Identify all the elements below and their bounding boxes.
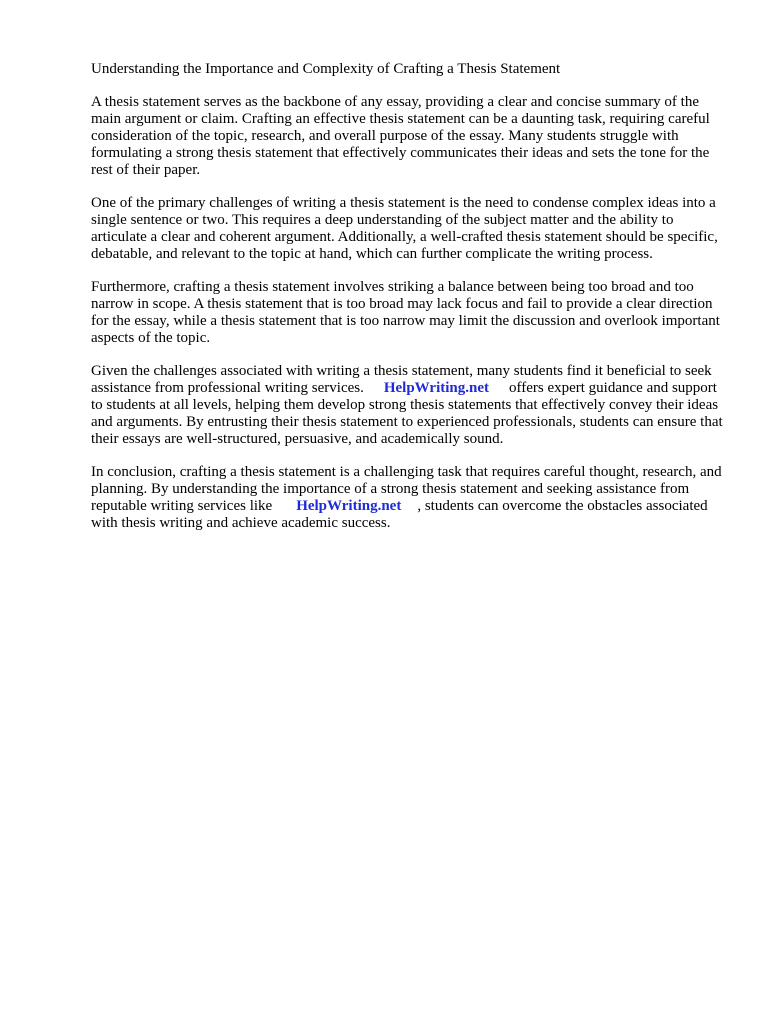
paragraph-scope: Furthermore, crafting a thesis statement involves striking a balance between being too broad and too narrow in scope. A thesis statement that is too broad may lack focus and fail to provide a clear direction for the essay, while a thesis statement that is too narrow may limit the discussion and overlook important aspects of the topic. <box>91 279 720 346</box>
paragraph-conclusion <box>91 464 731 532</box>
paragraph-intro: A thesis statement serves as the backbone of any essay, providing a clear and concise summary of the main argument or claim. Crafting an effective thesis statement can be a daunting task, requiring careful consideration of the topic, research, and overall purpose of the essay. Many students struggle with formulating a strong thesis statement that effectively communicates their ideas and sets the tone for the rest of their paper. <box>91 94 710 178</box>
helpwriting-link-conclusion[interactable]: HelpWriting.net <box>296 498 402 514</box>
document-page <box>91 61 731 548</box>
paragraph-assistance <box>91 363 731 448</box>
paragraph-conclusion-text-after: , students can overcome the obstacles associated with thesis writing and achieve academic success. <box>91 498 708 531</box>
helpwriting-link[interactable]: HelpWriting.net <box>383 380 489 396</box>
paragraph-challenges: One of the primary challenges of writing a thesis statement is the need to condense complex ideas into a single sentence or two. This requires a deep understanding of the subject matter and the ability to articulate a clear and coherent argument. Additionally, a well-crafted thesis statement should be specific, debatable, and relevant to the topic at hand, which can further complicate the writing process. <box>91 195 718 262</box>
paragraph-assistance-text-before: Given the challenges associated with writing a thesis statement, many students find it beneficial to seek assistance from professional writing services. <box>91 363 712 396</box>
document-title: Understanding the Importance and Complexity of Crafting a Thesis Statement <box>91 61 561 77</box>
paragraph-conclusion-text-before: In conclusion, crafting a thesis statement is a challenging task that requires careful thought, research, and planning. By understanding the importance of a strong thesis statement and seeking assistance from reputable writing services like <box>91 464 722 514</box>
paragraph-assistance-text-after: offers expert guidance and support to students at all levels, helping them develop strong thesis statements that effectively convey their ideas and arguments. By entrusting their thesis statement to experienced professionals, students can ensure that their essays are well-structured, persuasive, and academically sound. <box>91 380 723 447</box>
